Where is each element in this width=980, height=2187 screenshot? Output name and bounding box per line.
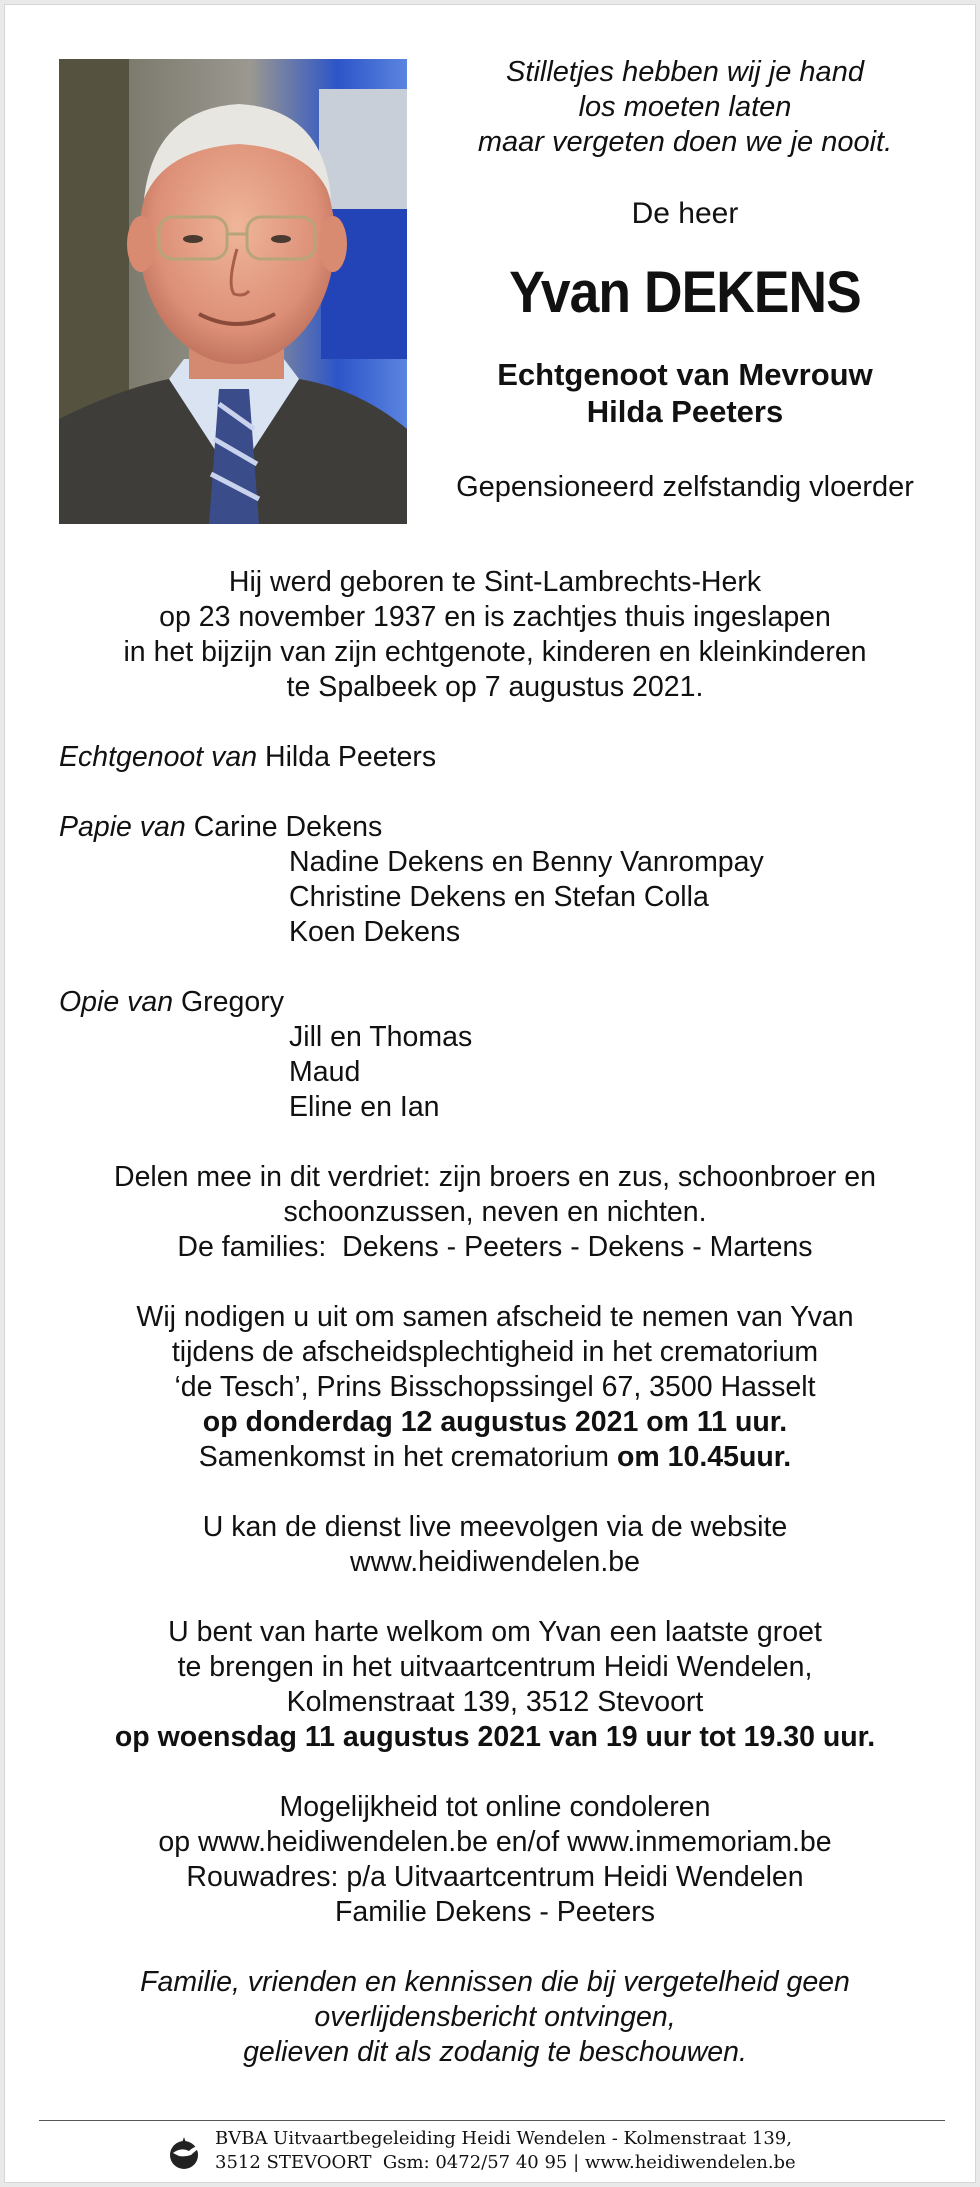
livestream-paragraph — [59, 1510, 931, 1580]
relation-label: Opie van — [59, 986, 174, 1018]
funeral-home-footer — [215, 2127, 935, 2175]
portrait-photo — [59, 59, 407, 524]
livestream-line: U kan de dienst live meevolgen via de website — [202, 1511, 788, 1543]
spouse-heading — [425, 356, 945, 430]
condolence-line[interactable]: op www.heidiwendelen.be en/of www.inmemoriam.be — [158, 1826, 832, 1858]
condolence-paragraph — [59, 1790, 931, 1930]
footer-divider — [39, 2120, 945, 2121]
occupation: Gepensioneerd zelfstandig vloerder — [456, 471, 914, 503]
visit-line: te brengen in het uitvaartcentrum Heidi Wendelen, — [177, 1651, 813, 1683]
sharing-paragraph — [59, 1160, 931, 1265]
condolence-line: Rouwadres: p/a Uitvaartcentrum Heidi Wendelen — [186, 1861, 804, 1893]
footer-line-2: 3512 STEVOORT Gsm: 0472/57 40 95 | www.heidiwendelen.be — [215, 2152, 796, 2173]
spouse-relation — [59, 740, 931, 775]
ceremony-line: ‘de Tesch’, Prins Bisschopssingel 67, 3500 Hasselt — [174, 1371, 816, 1403]
obituary-body — [59, 565, 931, 2070]
relation-name: Nadine Dekens en Benny Vanrompay — [289, 846, 764, 878]
memorial-quote — [425, 55, 945, 160]
deceased-name: Yvan DEKENS — [509, 260, 861, 325]
quote-line: los moeten laten — [578, 91, 792, 123]
closing-line: overlijdensbericht ontvingen, — [314, 2001, 676, 2033]
relation-label: Echtgenoot van — [59, 741, 258, 773]
livestream-link[interactable]: www.heidiwendelen.be — [350, 1546, 640, 1578]
gathering-text: Samenkomst in het crematorium — [198, 1441, 617, 1473]
birth-line: te Spalbeek op 7 augustus 2021. — [286, 671, 704, 703]
visit-line: U bent van harte welkom om Yvan een laatste groet — [168, 1616, 822, 1648]
birth-line: in het bijzijn van zijn echtgenote, kinderen en kleinkinderen — [123, 636, 867, 668]
relation-name: Christine Dekens en Stefan Colla — [289, 881, 709, 913]
salutation: De heer — [631, 197, 739, 230]
birth-line: op 23 november 1937 en is zachtjes thuis ingeslapen — [159, 601, 831, 633]
gathering-time: om 10.45uur. — [616, 1441, 792, 1473]
closing-paragraph — [59, 1965, 931, 2070]
grandchildren-relation — [59, 985, 931, 1125]
spouse-line: Hilda Peeters — [586, 394, 784, 429]
sharing-line: Delen mee in dit verdriet: zijn broers en zus, schoonbroer en — [114, 1161, 876, 1193]
closing-line: Familie, vrienden en kennissen die bij vergetelheid geen — [140, 1966, 850, 1998]
condolence-line: Mogelijkheid tot online condoleren — [279, 1791, 711, 1823]
relation-name: Koen Dekens — [289, 916, 461, 948]
visit-paragraph — [59, 1615, 931, 1755]
spouse-line: Echtgenoot van Mevrouw — [497, 357, 873, 392]
footer-line-1: BVBA Uitvaartbegeleiding Heidi Wendelen - Kolmenstraat 139, — [215, 2128, 792, 2149]
ceremony-date: op donderdag 12 augustus 2021 om 11 uur. — [202, 1406, 788, 1438]
ceremony-line: tijdens de afscheidsplechtigheid in het crematorium — [171, 1336, 819, 1368]
visit-date: op woensdag 11 augustus 2021 van 19 uur tot 19.30 uur. — [114, 1721, 876, 1753]
relation-name: Carine Dekens — [193, 811, 383, 843]
quote-line: Stilletjes hebben wij je hand — [506, 56, 864, 88]
visit-line: Kolmenstraat 139, 3512 Stevoort — [286, 1686, 704, 1718]
ceremony-line: Wij nodigen u uit om samen afscheid te nemen van Yvan — [136, 1301, 854, 1333]
closing-line: gelieven dit als zodanig te beschouwen. — [243, 2036, 747, 2068]
ceremony-paragraph — [59, 1300, 931, 1475]
relation-name: Maud — [289, 1056, 361, 1088]
obituary-header — [425, 55, 945, 505]
children-relation — [59, 810, 931, 950]
condolence-line: Familie Dekens - Peeters — [335, 1896, 655, 1928]
obituary-card — [4, 4, 976, 2183]
relation-name: Eline en Ian — [289, 1091, 440, 1123]
relation-label: Papie van — [59, 811, 186, 843]
birth-paragraph — [59, 565, 931, 705]
sharing-line: De families: Dekens - Peeters - Dekens - Martens — [177, 1231, 813, 1263]
dove-globe-icon — [165, 2135, 203, 2171]
relation-name: Hilda Peeters — [265, 741, 437, 773]
relation-name: Gregory — [181, 986, 284, 1018]
quote-line: maar vergeten doen we je nooit. — [477, 126, 893, 158]
relation-name: Jill en Thomas — [289, 1021, 473, 1053]
birth-line: Hij werd geboren te Sint-Lambrechts-Herk — [228, 566, 762, 598]
sharing-line: schoonzussen, neven en nichten. — [283, 1196, 707, 1228]
